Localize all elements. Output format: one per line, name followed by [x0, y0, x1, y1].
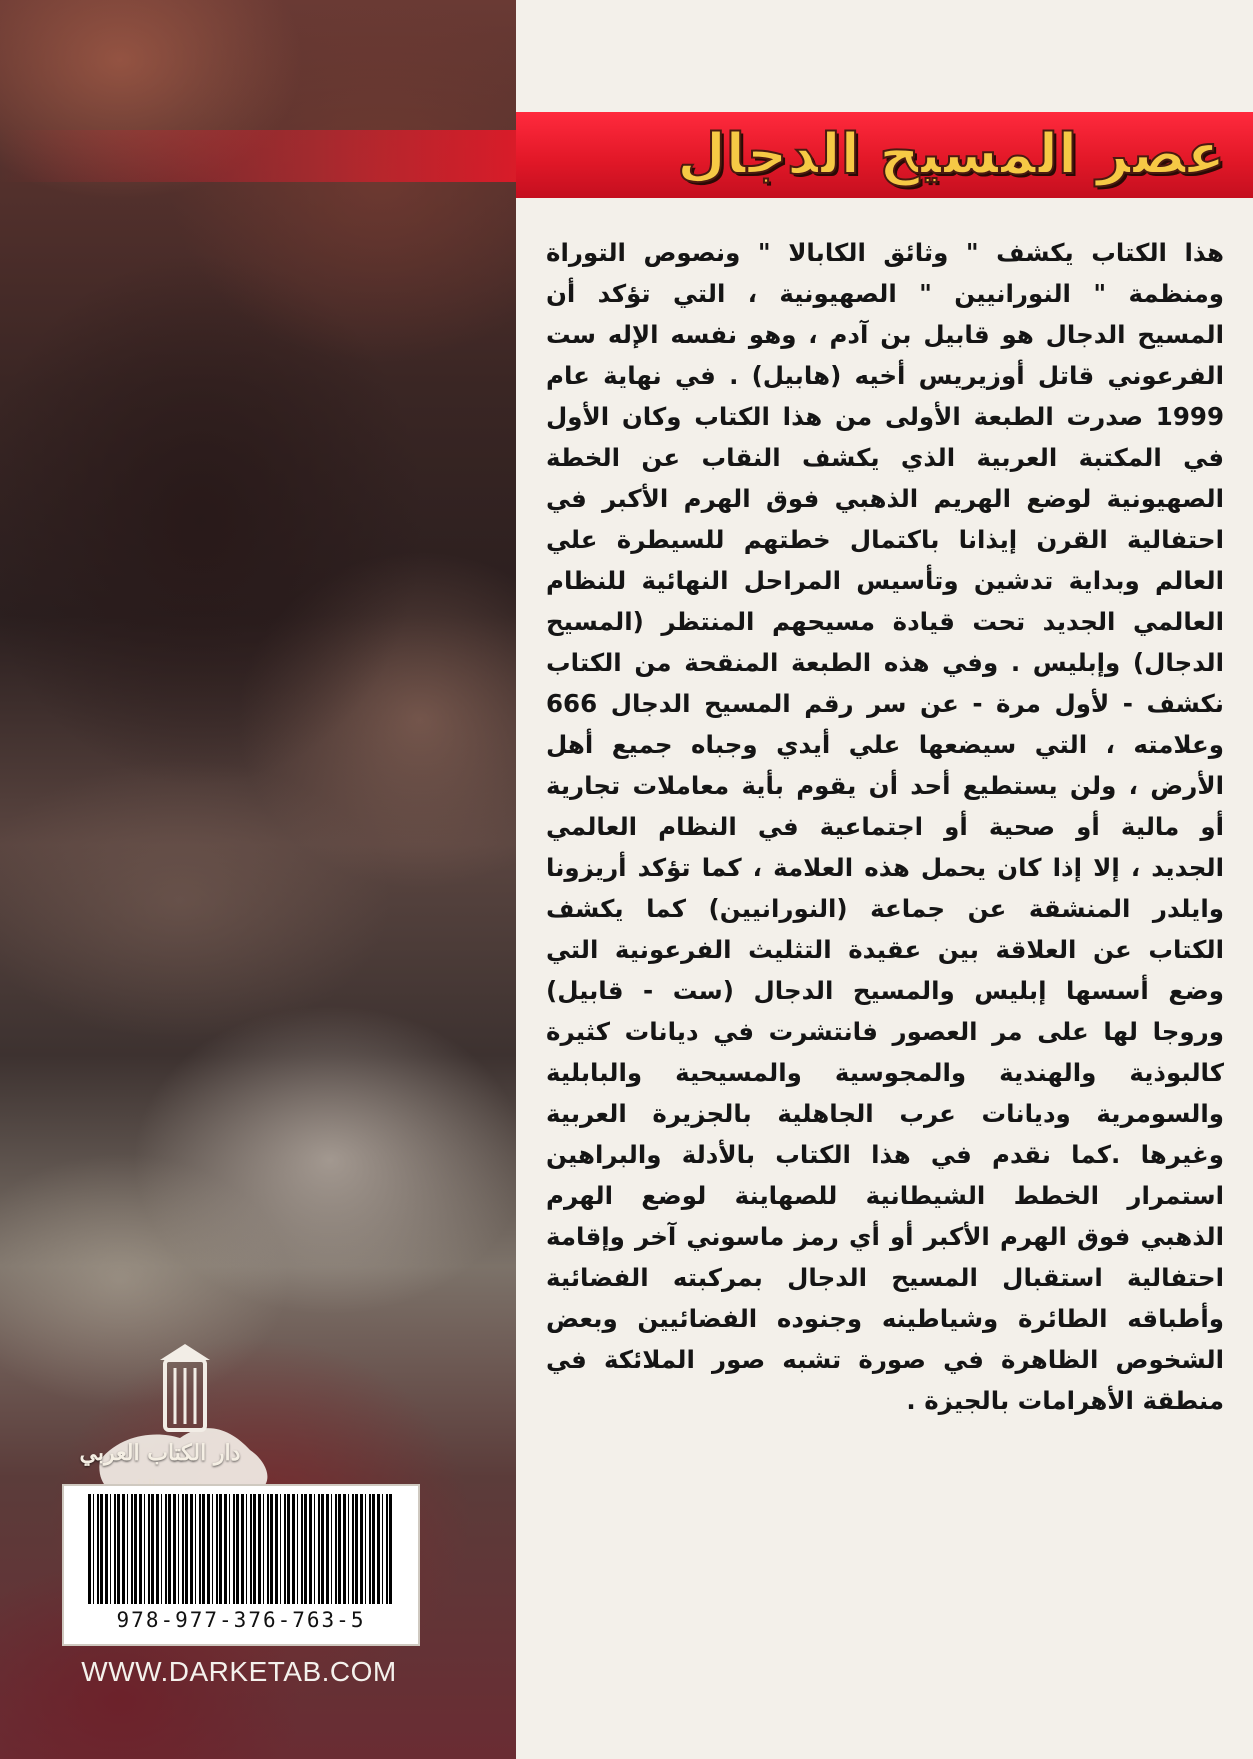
- description-line: منطقة الأهرامات بالجيزة .: [906, 1386, 1224, 1415]
- barcode-bars: [88, 1494, 394, 1604]
- book-title: عصر المسيح الدجال: [677, 122, 1225, 187]
- barcode: [62, 1484, 420, 1646]
- description-line: أو مالية أو صحية أو اجتماعية في النظام العالمي: [546, 812, 1224, 841]
- book-description: [546, 232, 1224, 1421]
- description-line: وعلامته ، التي سيضعها علي أيدي وجباه جميع أهل: [546, 730, 1224, 759]
- description-line: استمرار الخطط الشيطانية للصهاينة لوضع الهرم: [546, 1181, 1224, 1210]
- description-line: وغيرها .كما نقدم في هذا الكتاب بالأدلة والبراهين: [546, 1140, 1224, 1169]
- publisher-website: WWW.DARKETAB.COM: [81, 1656, 397, 1687]
- isbn-number: 978-977-376-763-5: [116, 1608, 366, 1632]
- description-line: والسومرية وديانات عرب الجاهلية بالجزيرة العربية: [546, 1099, 1224, 1128]
- description-line: 1999 صدرت الطبعة الأولى من هذا الكتاب وكان الأول: [546, 402, 1224, 431]
- description-line: المسيح الدجال هو قابيل بن آدم ، وهو نفسه الإله ست: [546, 320, 1224, 349]
- title-band: [516, 112, 1253, 198]
- description-line: احتفالية القرن إيذانا باكتمال خطتهم للسيطرة علي: [546, 525, 1224, 554]
- publisher-name: دار الكتاب العربي: [79, 1440, 241, 1466]
- description-line: وايلدر المنشقة عن جماعة (النورانيين) كما يكشف: [546, 894, 1224, 923]
- description-line: في المكتبة العربية الذي يكشف النقاب عن الخطة: [546, 443, 1224, 472]
- stormy-sea-image: [0, 0, 516, 1759]
- description-line: الفرعوني قاتل أوزيريس أخيه (هابيل) . في نهاية عام: [546, 361, 1224, 390]
- description-line: الذهبي فوق الهرم الأكبر أو أي رمز ماسوني آخر وإقامة: [546, 1222, 1224, 1251]
- description-line: الصهيونية لوضع الهريم الذهبي فوق الهرم الأكبر في: [546, 484, 1224, 513]
- description-line: كالبوذية والهندية والمجوسية والمسيحية والبابلية: [546, 1058, 1224, 1087]
- description-line: وضع أسسها إبليس والمسيح الدجال (ست - قابيل): [546, 976, 1224, 1005]
- description-line: الأرض ، ولن يستطيع أحد أن يقوم بأية معاملات تجارية: [546, 771, 1224, 800]
- description-line: هذا الكتاب يكشف " وثائق الكابالا " ونصوص التوراة: [546, 238, 1224, 267]
- description-line: الشخوص الظاهرة في صورة تشبه صور الملائكة في: [546, 1345, 1224, 1374]
- description-line: العالمي الجديد تحت قيادة مسيحهم المنتظر (المسيح: [546, 607, 1224, 636]
- description-line: العالم وبداية تدشين وتأسيس المراحل النهائية للنظام: [546, 566, 1224, 595]
- description-line: وأطباقه الطائرة وشياطينه وجنوده الفضائيين وبعض: [546, 1304, 1224, 1333]
- description-line: الدجال) وإبليس . وفي هذه الطبعة المنقحة من الكتاب: [546, 648, 1224, 677]
- description-line: نكشف - لأول مرة - عن سر رقم المسيح الدجال 666: [546, 689, 1224, 718]
- description-line: ومنظمة " النورانيين " الصهيونية ، التي تؤكد أن: [546, 279, 1224, 308]
- description-line: احتفالية استقبال المسيح الدجال بمركبته الفضائية: [546, 1263, 1224, 1292]
- description-line: وروجا لها على مر العصور فانتشرت في ديانات كثيرة: [546, 1017, 1224, 1046]
- description-line: الجديد ، إلا إذا كان يحمل هذه العلامة ، كما تؤكد أريزونا: [546, 853, 1224, 882]
- description-line: الكتاب عن العلاقة بين عقيدة التثليث الفرعونية التي: [546, 935, 1224, 964]
